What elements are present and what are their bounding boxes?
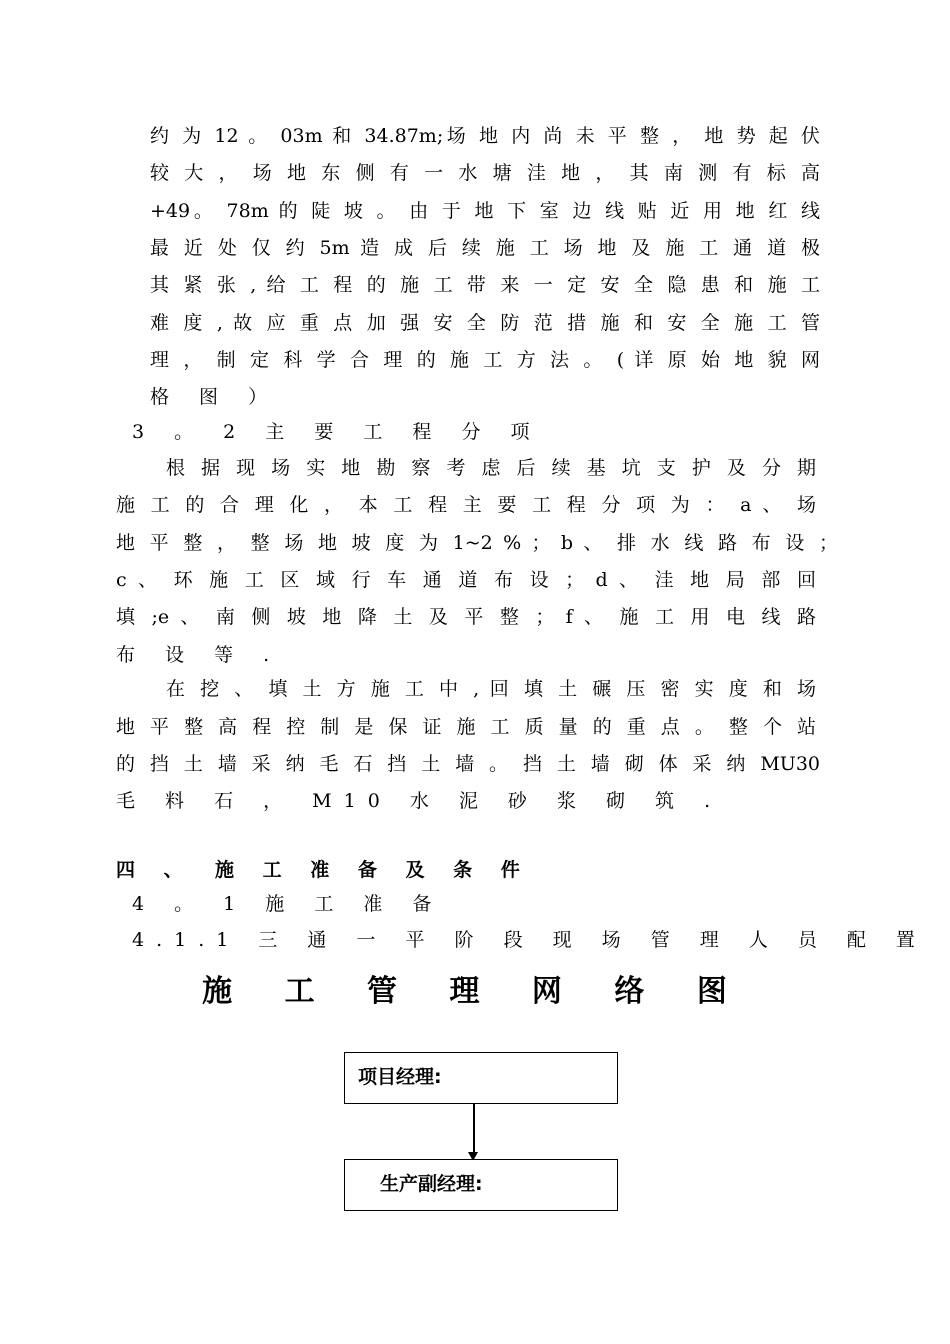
management-network-title: 施 工 管 理 网 络 图 [202, 974, 748, 1009]
org-arrow-line [473, 1103, 475, 1154]
section-4-title: 施 工 准 备 及 条 件 [215, 859, 531, 881]
items-para-line: 填 ;e 、 南 侧 坡 地 降 土 及 平 整 ； f 、 施 工 用 电 线 路 [116, 606, 816, 628]
items-para-line: 布 设 等 . [116, 644, 282, 666]
site-para-line: 理 ， 制 定 科 学 合 理 的 施 工 方 法 。 ( 详 原 始 地 貌 网 [150, 349, 820, 371]
section-4-1-1-heading: 4.1.1 三 通 一 平 阶 段 现 场 管 理 人 员 配 置 [132, 929, 927, 951]
items-para-line: 地 平 整 ， 整 场 地 坡 度 为 1~2 % ； b 、 排 水 线 路 布 设 ； [116, 532, 838, 554]
fill-para-line: 毛 料 石 ， M10 水 泥 砂 浆 砌 筑 . [116, 790, 723, 812]
section-3-2-heading: 3 。 2 主 要 工 程 分 项 [132, 421, 542, 443]
site-para-line: 难 度 , 故 应 重 点 加 强 安 全 防 范 措 施 和 安 全 施 工 管 [150, 312, 820, 334]
site-para-line: 最 近 处 仅 约 5m 造 成 后 续 施 工 场 地 及 施 工 通 道 极 [150, 237, 820, 259]
project-manager-box [344, 1052, 618, 1104]
production-deputy-box [344, 1159, 618, 1211]
fill-para-line: 的 挡 土 墙 采 纳 毛 石 挡 土 墙 。 挡 土 墙 砌 体 采 纳 MU30 [116, 753, 820, 775]
project-manager-label: 项目经理: [358, 1066, 442, 1088]
items-para-line: 根 据 现 场 实 地 勘 察 考 虑 后 续 基 坑 支 护 及 分 期 [166, 457, 816, 479]
site-para-line: 约 为 12 。 03m 和 34.87m;场 地 内 尚 未 平 整 ， 地 势 起 伏 [150, 125, 820, 147]
items-para-line: c 、 环 施 工 区 域 行 车 通 道 布 设 ； d 、 洼 地 局 部 回 [116, 569, 816, 591]
production-deputy-label: 生产副经理: [380, 1173, 483, 1195]
site-para-line: 其 紧 张 , 给 工 程 的 施 工 带 来 一 定 安 全 隐 患 和 施 工 [150, 274, 820, 296]
fill-para-line: 在 挖 、 填 土 方 施 工 中 , 回 填 土 碾 压 密 实 度 和 场 [166, 678, 816, 700]
site-para-line: 较 大 ， 场 地 东 侧 有 一 水 塘 洼 地 ， 其 南 测 有 标 高 [150, 162, 820, 184]
site-para-line: +49。 78m 的 陡 坡 。 由 于 地 下 室 边 线 贴 近 用 地 红 线 [150, 200, 820, 222]
items-para-line: 施 工 的 合 理 化 ， 本 工 程 主 要 工 程 分 项 为 ： a 、 场 [116, 494, 816, 516]
site-para-line: 格 图 ） [150, 386, 280, 408]
section-4-1-heading: 4 。 1 施 工 准 备 [132, 893, 444, 915]
fill-para-line: 地 平 整 高 程 控 制 是 保 证 施 工 质 量 的 重 点 。 整 个 站 [116, 716, 816, 738]
section-4-number: 四 、 [116, 859, 194, 881]
